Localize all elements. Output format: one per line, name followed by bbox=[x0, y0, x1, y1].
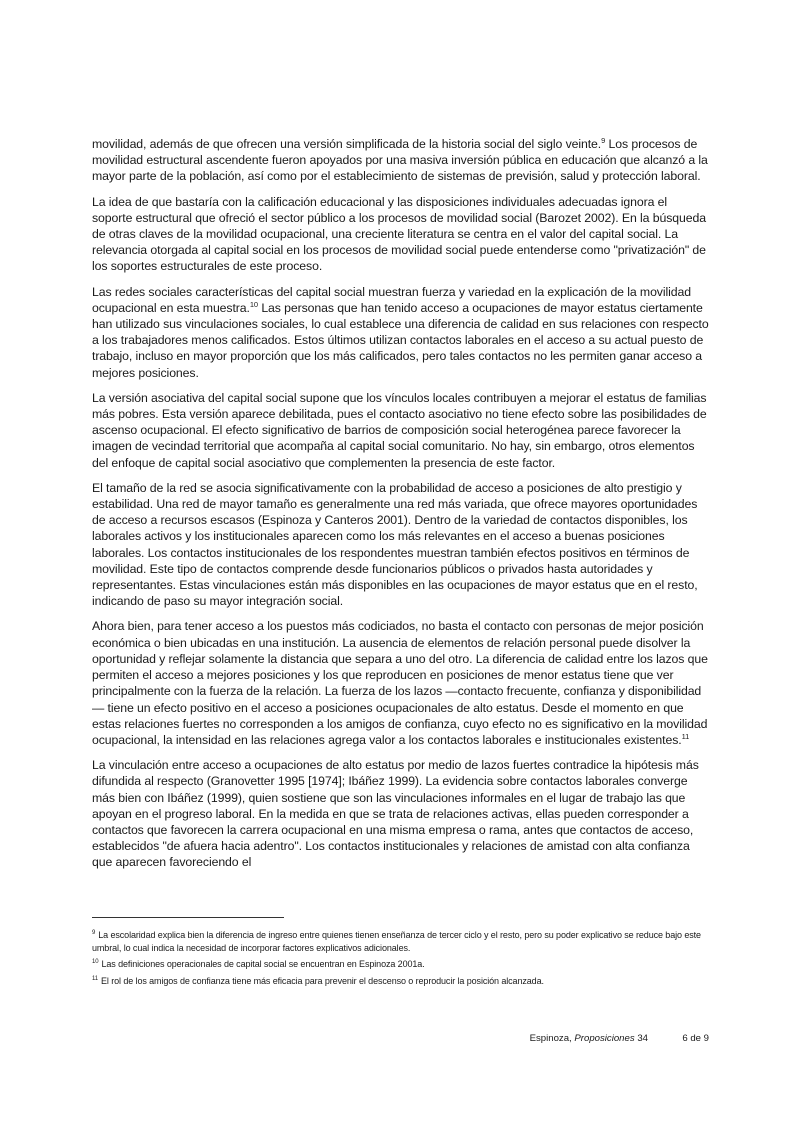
footnotes bbox=[92, 929, 710, 991]
paragraph: La idea de que bastaría con la calificación educacional y las disposiciones individuales adecuadas ignora el soporte estructural que ofreció el sector público a los procesos de movilidad social (Barozet 2002). En la búsqueda de otras claves de la movilidad ocupacional, una creciente literatura se centra en el valor del capital social. La relevancia otorgada al capital social en los procesos de movilidad social puede entenderse como "privatización" de los soportes estructurales de este proceso. bbox=[92, 194, 706, 274]
footnote-number: 11 bbox=[92, 975, 99, 982]
paragraph bbox=[92, 618, 710, 748]
footnote-text: La escolaridad explica bien la diferencia de ingreso entre quienes tienen enseñanza de tercer ciclo y el resto, pero su poder explicativo se reduce bajo este umbral, lo cual indica la necesidad de incorporar factores explicativos adicionales. bbox=[92, 930, 701, 953]
footnote-text: El rol de los amigos de confianza tiene más eficacia para prevenir el descenso o reproducir la posición alcanzada. bbox=[101, 975, 544, 986]
footnote-number: 10 bbox=[92, 959, 99, 965]
document-body bbox=[92, 136, 710, 880]
footer-issue: 34 bbox=[634, 1033, 648, 1044]
paragraph-text: Los procesos de movilidad estructural ascendente fueron apoyados por una masiva inversión pública en educación que alcanzó a la mayor parte de la población, así como por el establecimiento de sistemas de previsión, salud y protección laboral. bbox=[92, 137, 708, 184]
footnote bbox=[92, 958, 710, 971]
paragraph: La vinculación entre acceso a ocupaciones de alto estatus por medio de lazos fuertes contradice la hipótesis más difundida al respecto (Granovetter 1995 [1974]; Ibáñez 1999). La evidencia sobre contactos laborales converge más bien con Ibáñez (1999), quien sostiene que son las vinculaciones informales en el lugar de trabajo las que apoyan en el progreso laboral. En la medida en que se trata de relaciones activas, ellas pueden corresponder a contactos que favorecen la carrera ocupacional en una misma empresa o rama, antes que contactos de acceso, establecidos "de afuera hacia adentro". Los contactos institucionales y relaciones de amistad con alta confianza que aparecen favoreciendo el bbox=[92, 758, 699, 870]
footer-journal: Proposiciones bbox=[574, 1033, 635, 1044]
paragraph: El tamaño de la red se asocia significativamente con la probabilidad de acceso a posiciones de alto prestigio y estabilidad. Una red de mayor tamaño es generalmente una red más variada, que ofrece mayores oportunidades de acceso a recursos escasos (Espinoza y Canteros 2001). Dentro de la variedad de contactos disponibles, los laborales activos y los institucionales aparecen como los más relevantes en el acceso a buenas posiciones laborales. Los contactos institucionales de los respondentes muestran también efectos positivos en términos de movilidad. Este tipo de contactos comprende desde funcionarios públicos o privados hasta autoridades y representantes. Estas vinculaciones están más disponibles en las ocupaciones de mayor estatus que en el resto, indicando de paso su mayor integración social. bbox=[92, 480, 698, 609]
footnote bbox=[92, 975, 710, 988]
footnote-text: Las definiciones operacionales de capital social se encuentran en Espinoza 2001a. bbox=[101, 959, 425, 969]
paragraph-text: Las personas que han tenido acceso a ocupaciones de mayor estatus ciertamente han utilizado sus vinculaciones sociales, lo cual establece una diferencia de calidad en sus relaciones con respecto a los trabajadores menos calificados. Estos últimos utilizan contactos laborales en el acceso a su actual puesto de trabajo, incluso en mayor proporción que los más calificados, pero tales contactos no les permiten ganar acceso a mejores posiciones. bbox=[92, 300, 709, 380]
footer-author: Espinoza, bbox=[529, 1033, 575, 1044]
footer-source bbox=[530, 1033, 648, 1044]
paragraph bbox=[92, 284, 710, 381]
paragraph-text: movilidad, además de que ofrecen una versión simplificada de la historia social del siglo veinte. bbox=[92, 137, 602, 151]
footnote-number: 9 bbox=[92, 930, 96, 936]
footnote-separator bbox=[92, 917, 284, 918]
footnote bbox=[92, 929, 710, 954]
footnote-ref[interactable]: 11 bbox=[681, 731, 690, 741]
page-number: 6 de 9 bbox=[682, 1033, 709, 1044]
paragraph bbox=[92, 136, 710, 185]
footnote-ref[interactable]: 10 bbox=[249, 299, 258, 309]
paragraph-text: Las redes sociales características del capital social muestran fuerza y variedad en la explicación de la movilidad ocupacional en esta muestra. bbox=[92, 284, 691, 315]
paragraph-text: Ahora bien, para tener acceso a los puestos más codiciados, no basta el contacto con personas de mejor posición económica o bien ubicadas en una institución. La ausencia de elementos de relación personal puede disolver la oportunidad y reflejar solamente la distancia que separa a uno del otro. La diferencia de calidad entre los lazos que permiten el acceso a mejores posiciones y los que reproducen en posiciones de menor estatus tiene que ver principalmente con la fuerza de la relación. La fuerza de los lazos —contacto frecuente, confianza y disponibilidad— tiene un efecto positivo en el acceso a posiciones ocupacionales de alto estatus. Desde el momento en que estas relaciones fuertes no corresponden a los amigos de confianza, cuyo efecto no es significativo en la movilidad ocupacional, la intensidad en las relaciones agrega valor a los contactos laborales e institucionales existentes. bbox=[92, 619, 708, 747]
paragraph: La versión asociativa del capital social supone que los vínculos locales contribuyen a mejorar el estatus de familias más pobres. Esta versión aparece debilitada, pues el contacto asociativo no tiene efecto sobre las posibilidades de ascenso ocupacional. El efecto significativo de barrios de composición social heterogénea parece favorecer la imagen de vecindad territorial que acompaña al capital social comunitario. No hay, sin embargo, otros elementos del enfoque de capital social asociativo que complementen la presencia de este factor. bbox=[92, 390, 707, 470]
footnote-ref[interactable]: 9 bbox=[601, 135, 606, 145]
